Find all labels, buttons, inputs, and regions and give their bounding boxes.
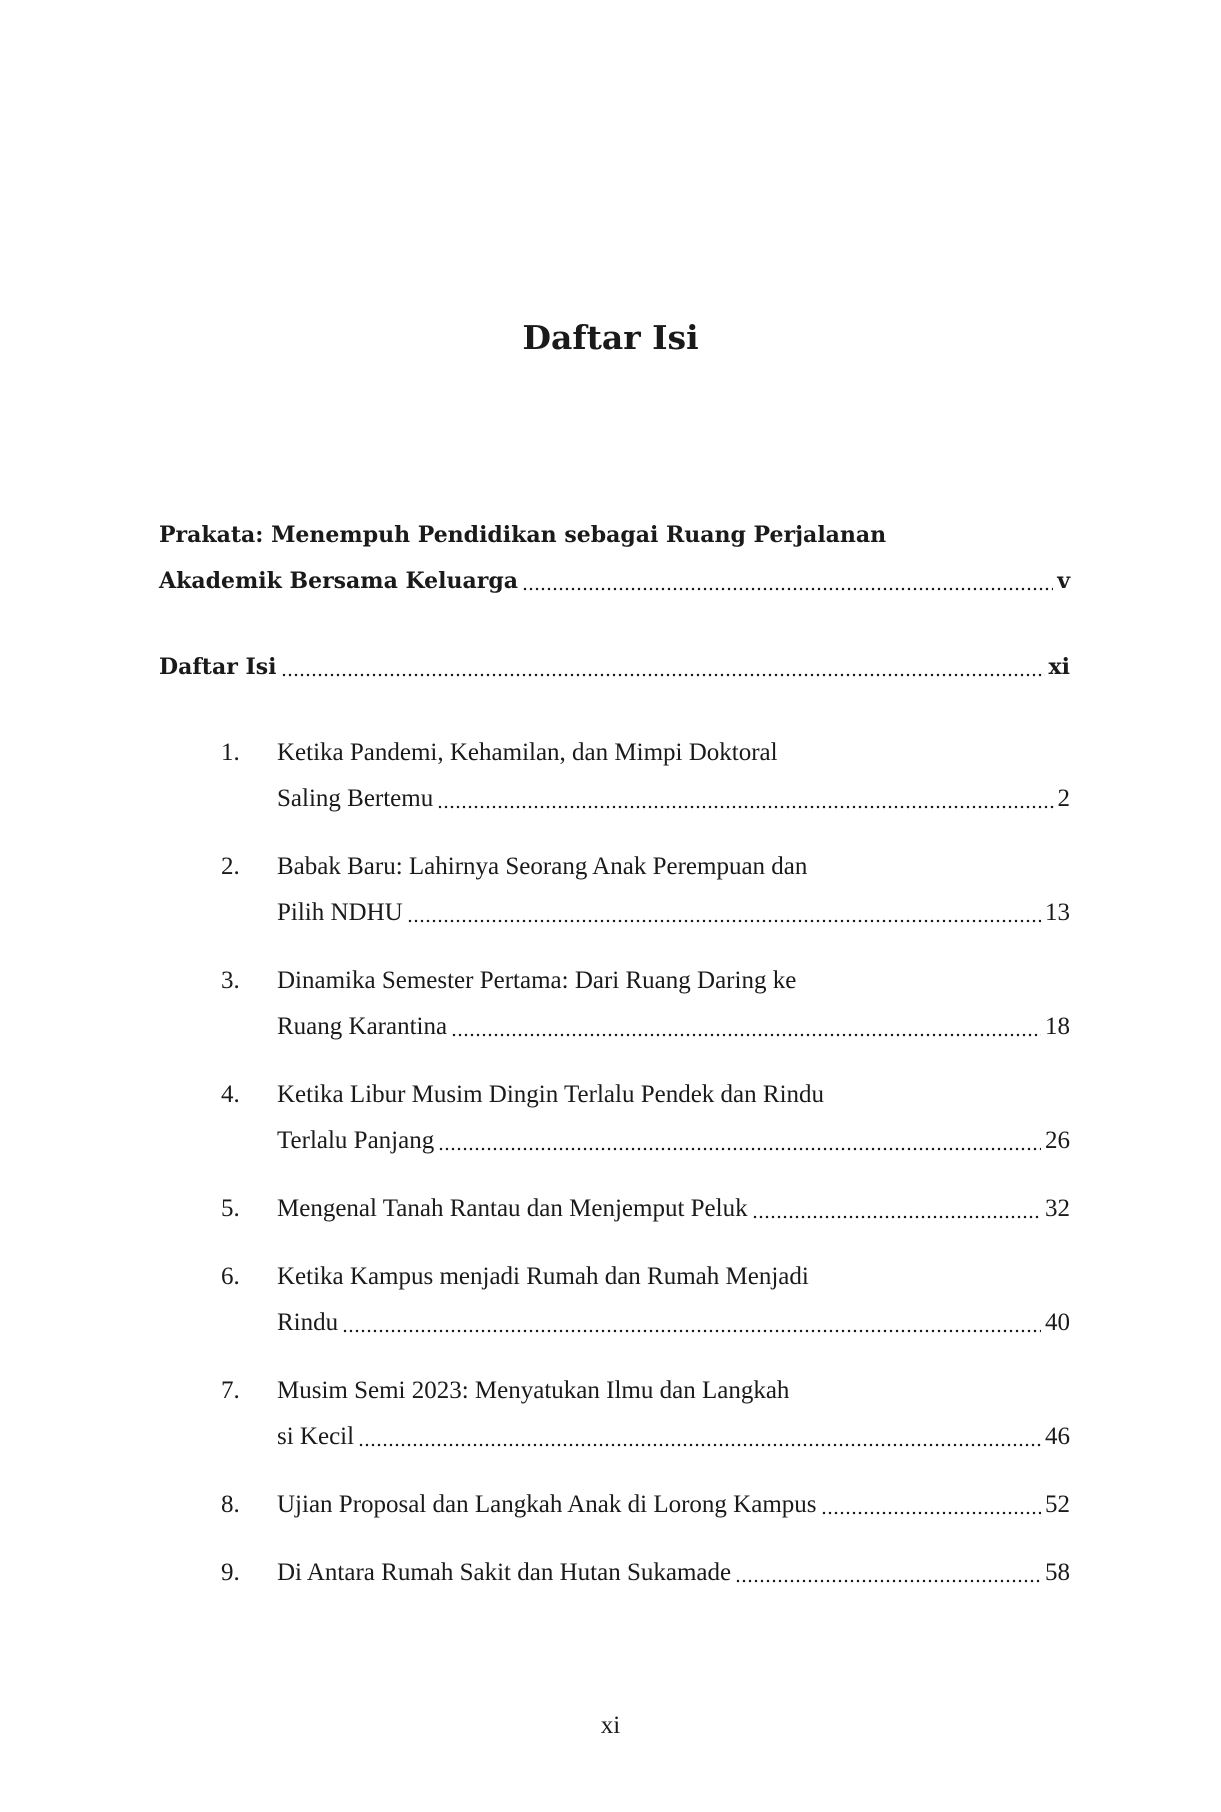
entry-page-number: 40 bbox=[1045, 1309, 1070, 1336]
chapter-body bbox=[277, 1186, 1070, 1232]
entry-page-number: 2 bbox=[1057, 785, 1070, 812]
toc-line bbox=[277, 776, 1070, 822]
chapter-body bbox=[277, 1072, 1070, 1164]
entry-title: Di Antara Rumah Sakit dan Hutan Sukamade bbox=[277, 1559, 732, 1586]
chapter-entry[interactable] bbox=[159, 1254, 1070, 1346]
page-title: Daftar Isi bbox=[522, 318, 699, 357]
dot-leader bbox=[752, 1215, 1041, 1219]
chapter-entry[interactable] bbox=[159, 1186, 1070, 1232]
chapter-entry[interactable] bbox=[159, 1550, 1070, 1596]
entry-title: Ketika Kampus menjadi Rumah dan Rumah Menjadi bbox=[277, 1263, 809, 1290]
chapter-number: 2. bbox=[221, 853, 240, 880]
chapter-entry[interactable] bbox=[159, 1368, 1070, 1460]
toc-line bbox=[277, 1004, 1070, 1050]
entry-page-number: xi bbox=[1048, 654, 1070, 680]
entry-title: Ruang Karantina bbox=[277, 1013, 448, 1040]
entry-title: Akademik Bersama Keluarga bbox=[159, 568, 518, 594]
chapter-number: 9. bbox=[221, 1559, 240, 1586]
front-matter bbox=[159, 512, 1070, 690]
toc-line bbox=[277, 1300, 1070, 1346]
toc-line bbox=[277, 730, 1070, 776]
chapter-number: 6. bbox=[221, 1263, 240, 1290]
entry-page-number: 18 bbox=[1045, 1013, 1070, 1040]
dot-leader bbox=[358, 1443, 1041, 1447]
entry-title: Ketika Pandemi, Kehamilan, dan Mimpi Doktoral bbox=[277, 739, 778, 766]
dot-leader bbox=[342, 1329, 1041, 1333]
chapter-entry[interactable] bbox=[159, 1482, 1070, 1528]
entry-page-number: 13 bbox=[1045, 899, 1070, 926]
chapter-body bbox=[277, 1550, 1070, 1596]
dot-leader bbox=[438, 1147, 1041, 1151]
toc-line bbox=[277, 1118, 1070, 1164]
entry-title: Terlalu Panjang bbox=[277, 1127, 435, 1154]
entry-title: Pilih NDHU bbox=[277, 899, 403, 926]
toc-line bbox=[277, 1482, 1070, 1528]
entry-page-number: 46 bbox=[1045, 1423, 1070, 1450]
entry-page-number: 32 bbox=[1045, 1195, 1070, 1222]
chapter-body bbox=[277, 958, 1070, 1050]
entry-title: Ketika Libur Musim Dingin Terlalu Pendek dan Rindu bbox=[277, 1081, 825, 1108]
entry-page-number: 52 bbox=[1045, 1491, 1070, 1518]
toc-line bbox=[159, 512, 1070, 558]
chapter-body bbox=[277, 1482, 1070, 1528]
toc-line bbox=[277, 1550, 1070, 1596]
chapter-number: 4. bbox=[221, 1081, 240, 1108]
entry-title: Mengenal Tanah Rantau dan Menjemput Peluk bbox=[277, 1195, 748, 1222]
entry-title: Dinamika Semester Pertama: Dari Ruang Daring ke bbox=[277, 967, 797, 994]
table-of-contents bbox=[159, 512, 1070, 1618]
dot-leader bbox=[735, 1579, 1041, 1583]
chapter-body bbox=[277, 1368, 1070, 1460]
entry-page-number: 58 bbox=[1045, 1559, 1070, 1586]
entry-page-number: v bbox=[1057, 568, 1070, 594]
dot-leader bbox=[407, 919, 1041, 923]
entry-title: Musim Semi 2023: Menyatukan Ilmu dan Langkah bbox=[277, 1377, 790, 1404]
chapter-body bbox=[277, 1254, 1070, 1346]
entry-title: Saling Bertemu bbox=[277, 785, 434, 812]
chapter-number: 1. bbox=[221, 739, 240, 766]
toc-entry[interactable] bbox=[159, 644, 1070, 690]
chapter-number: 3. bbox=[221, 967, 240, 994]
entry-title: Prakata: Menempuh Pendidikan sebagai Ruang Perjalanan bbox=[159, 522, 887, 548]
entry-title: Rindu bbox=[277, 1309, 339, 1336]
chapter-list bbox=[159, 730, 1070, 1596]
chapter-entry[interactable] bbox=[159, 730, 1070, 822]
toc-line bbox=[277, 1186, 1070, 1232]
dot-leader bbox=[821, 1511, 1042, 1515]
toc-line bbox=[277, 844, 1070, 890]
dot-leader bbox=[451, 1033, 1041, 1037]
chapter-entry[interactable] bbox=[159, 1072, 1070, 1164]
chapter-number: 7. bbox=[221, 1377, 240, 1404]
dot-leader bbox=[281, 673, 1045, 677]
toc-line bbox=[277, 1072, 1070, 1118]
entry-title: Ujian Proposal dan Langkah Anak di Lorong Kampus bbox=[277, 1491, 817, 1518]
chapter-number: 5. bbox=[221, 1195, 240, 1222]
dot-leader bbox=[437, 805, 1053, 809]
toc-line bbox=[277, 958, 1070, 1004]
chapter-entry[interactable] bbox=[159, 844, 1070, 936]
chapter-body bbox=[277, 844, 1070, 936]
toc-line bbox=[277, 1254, 1070, 1300]
toc-line bbox=[159, 558, 1070, 604]
chapter-body bbox=[277, 730, 1070, 822]
chapter-number: 8. bbox=[221, 1491, 240, 1518]
toc-line bbox=[277, 1414, 1070, 1460]
entry-title: Babak Baru: Lahirnya Seorang Anak Perempuan dan bbox=[277, 853, 808, 880]
toc-line bbox=[277, 1368, 1070, 1414]
chapter-entry[interactable] bbox=[159, 958, 1070, 1050]
entry-title: si Kecil bbox=[277, 1423, 355, 1450]
entry-page-number: 26 bbox=[1045, 1127, 1070, 1154]
entry-title: Daftar Isi bbox=[159, 654, 277, 680]
toc-entry[interactable] bbox=[159, 512, 1070, 604]
dot-leader bbox=[522, 587, 1053, 591]
page-number: xi bbox=[600, 1712, 621, 1739]
toc-line bbox=[159, 644, 1070, 690]
toc-line bbox=[277, 890, 1070, 936]
